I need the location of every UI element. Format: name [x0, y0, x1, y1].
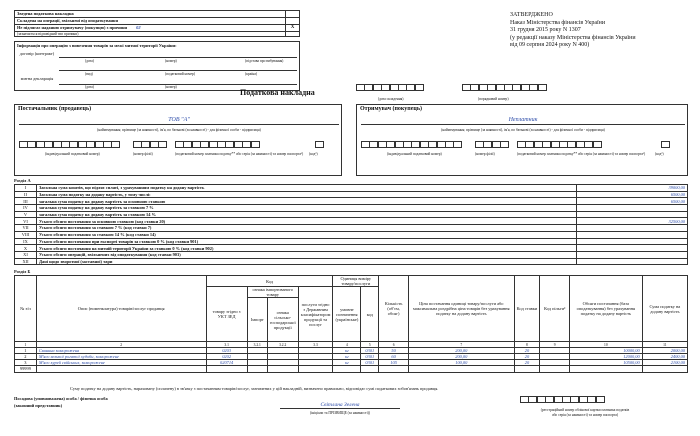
- section-a-table: [14, 184, 688, 265]
- section-a-label: Усього обсяги постачання за основною ставкою (код ставки 20): [37, 218, 577, 225]
- column-number: 4: [333, 342, 361, 348]
- row-unit-code[interactable]: [361, 366, 379, 372]
- row-vat[interactable]: [642, 366, 687, 372]
- row-import[interactable]: [247, 366, 267, 372]
- table-row: [15, 366, 688, 372]
- row-vat[interactable]: 2400,00: [642, 354, 687, 360]
- row-qty[interactable]: [379, 366, 409, 372]
- section-a-label: Усього обсяги постачання при експорті товарів за ставкою 0 % (код ставки 901): [37, 238, 577, 245]
- buyer-ipn-hint: (індивідуальний податковий номер): [387, 152, 442, 156]
- section-a-value[interactable]: [577, 211, 688, 218]
- contract-vendor-hint: (підстава про вибування): [245, 59, 284, 63]
- section-a-title: Розділ А: [14, 178, 31, 183]
- column-number: 11: [642, 342, 687, 348]
- section-a-value[interactable]: 32500,00: [577, 218, 688, 225]
- section-a-value[interactable]: [577, 245, 688, 252]
- column-number: 1: [15, 342, 37, 348]
- not-issued-mark[interactable]: X: [286, 25, 300, 32]
- buyer-ipn-boxes[interactable]: [361, 141, 462, 151]
- buyer-branch-hint: (номер філії): [475, 152, 495, 156]
- customs-number-hint: (номер): [165, 85, 177, 89]
- reason-hint: (зазначається відповідний тип причини): [15, 32, 286, 37]
- seller-heading: Постачальник (продавець): [18, 106, 92, 112]
- signer-hint: (ініціали та ПРІЗВИЩЕ (за наявності)): [309, 411, 371, 415]
- section-a-num: X: [15, 245, 37, 252]
- section-a-row: [15, 231, 688, 238]
- row-base[interactable]: 10000,00: [569, 348, 642, 354]
- col-kod-header: Код: [206, 276, 333, 287]
- section-a-num: II: [15, 191, 37, 198]
- buyer-heading: Отримувач (покупець): [360, 106, 423, 112]
- section-a-value[interactable]: [577, 258, 688, 265]
- row-vat[interactable]: 2100,00: [642, 360, 687, 366]
- row-no: 1: [15, 348, 37, 354]
- row-base[interactable]: 12000,00: [569, 354, 642, 360]
- col-base-header: Обсяги постачання (база оподаткування) без урахування податку на додану вартість: [569, 276, 642, 342]
- section-a-row: [15, 198, 688, 205]
- col-unit-code-header: код: [361, 287, 379, 342]
- customs-line[interactable]: [59, 84, 297, 85]
- seller-kod-hint: (код³): [309, 152, 318, 156]
- col-no-header: № з/п: [15, 276, 37, 342]
- section-a-value[interactable]: 6500,00: [577, 191, 688, 198]
- section-a-value[interactable]: [577, 231, 688, 238]
- buyer-code-hint: (податковий номер платника податку** або серія (за наявності) та номер паспорта³): [517, 152, 646, 156]
- section-b-table: [14, 275, 688, 373]
- col-import-short-header: Імпорт: [247, 298, 267, 342]
- section-a-num: XI: [15, 251, 37, 258]
- col-service-header: послуги згідно з Державним класифікатором продукції та послуг: [298, 287, 333, 342]
- section-a-num: I: [15, 185, 37, 192]
- row-unit[interactable]: [333, 366, 361, 372]
- col-import-header: ознака імпортованого товару: [247, 287, 298, 298]
- row-price[interactable]: 100,00: [409, 360, 515, 366]
- buyer-name[interactable]: Неплатник: [361, 117, 685, 125]
- seller-block: [14, 104, 342, 176]
- seller-kod-box[interactable]: [315, 141, 323, 151]
- invoice-type-table: [14, 10, 300, 37]
- consolidated-label: Зведена податкова накладна: [15, 11, 286, 18]
- approval-line-3: 31 грудня 2015 року N 1307: [510, 27, 581, 33]
- row-no: 99999: [15, 366, 37, 372]
- vat-statement: Суму податку на додану вартість, нараховану (сплачену) в зв'язку з постачанням товарів/послуг, зазначених у цій накладній, визначено правильно, відповідає сумі податкових зобов'язань продавця.: [70, 386, 439, 391]
- col-agri-header: ознака сільсько-господарської продукції: [267, 298, 298, 342]
- row-uktzed[interactable]: 020714: [206, 360, 247, 366]
- section-a-value[interactable]: [577, 238, 688, 245]
- date-hint: (дата складення): [378, 97, 404, 101]
- column-number: 3.2.2: [267, 342, 298, 348]
- column-number: 3.3: [298, 342, 333, 348]
- contract-type-hint: (вид): [85, 72, 93, 76]
- approval-line-4: (у редакції наказу Міністерства фінансів України: [510, 34, 636, 41]
- signer-name[interactable]: Світлана Зелена: [280, 402, 400, 409]
- export-info-title: Інформація про операцію з вивезення товарів за межі митної території України:: [17, 43, 177, 48]
- col-price-header: Ціна постачання одиниці товару/послуги або максимальна роздрібна ціна товарів без урахування податку на додану вартість: [409, 276, 515, 342]
- contract-label: договір (контракт): [19, 51, 55, 56]
- date-boxes[interactable]: [356, 84, 423, 94]
- row-uktzed[interactable]: 0202: [206, 354, 247, 360]
- section-a-row: [15, 205, 688, 212]
- row-no: 3: [15, 360, 37, 366]
- column-number: 3.2.1: [247, 342, 267, 348]
- section-a-value[interactable]: 39000,00: [577, 185, 688, 192]
- buyer-name-hint: (найменування; прізвище (за наявності), ім'я, по батькові (за наявності) - для фізичної особи - підприємця): [441, 128, 605, 132]
- section-a-row: [15, 218, 688, 225]
- row-unit[interactable]: кг: [333, 360, 361, 366]
- signer-reg-hint: (реєстраційний номер облікової картки платника податків: [540, 408, 630, 412]
- row-desc[interactable]: Свинина заморожена: [36, 348, 206, 354]
- seller-code-boxes[interactable]: [175, 141, 259, 151]
- section-a-label: Дані щодо зворотної (заставної) тари: [37, 258, 577, 265]
- row-desc[interactable]: [36, 366, 206, 372]
- column-number: 5: [361, 342, 379, 348]
- section-a-label: Усього обсяги постачання за ставкою 7 % (код ставки 7): [37, 225, 577, 232]
- col-unit-name-header: умовне позначення (українське): [333, 287, 361, 342]
- seller-ipn-hint: (індивідуальний податковий номер): [45, 152, 100, 156]
- customs-label: митна декларація: [20, 76, 54, 81]
- buyer-branch-boxes[interactable]: [475, 141, 509, 151]
- section-a-label: Загальна сума податку на додану вартість, у тому числі:: [37, 191, 577, 198]
- row-unit[interactable]: кг: [333, 354, 361, 360]
- signer-label: Посадова (уповноважена) особа / фізична особа: [14, 396, 108, 401]
- section-a-num: V: [15, 211, 37, 218]
- approval-line-5: від 09 серпня 2024 року N 400): [510, 42, 590, 48]
- signer-reg-hint-2: або серія (за наявності) та номер паспорта): [551, 413, 619, 417]
- section-a-num: III: [15, 198, 37, 205]
- section-a-label: Загальна сума коштів, що підляє сплаті, з урахуванням податку на додану вартість: [37, 185, 577, 192]
- row-price[interactable]: 200,00: [409, 354, 515, 360]
- contract-country-hint: (країна): [245, 72, 258, 76]
- row-unit-code[interactable]: 0301: [361, 354, 379, 360]
- section-a-value[interactable]: 6500,00: [577, 198, 688, 205]
- row-rate[interactable]: 20: [514, 348, 540, 354]
- buyer-kod-hint: (код³): [655, 152, 664, 156]
- section-a-label: Усього обсяги постачання на митній території України за ставкою 0 % (код ставки 902): [37, 245, 577, 252]
- column-number: 2: [36, 342, 206, 348]
- section-a-row: [15, 245, 688, 252]
- signer-label-2: (законний представник): [14, 403, 63, 408]
- section-a-num: VIII: [15, 231, 37, 238]
- row-agri[interactable]: [267, 366, 298, 372]
- section-a-num: VI: [15, 218, 37, 225]
- approval-line-2: Наказ Міністерства фінансів України: [510, 19, 606, 26]
- row-qty[interactable]: 50: [379, 348, 409, 354]
- row-no: 2: [15, 354, 37, 360]
- section-a-num: VII: [15, 225, 37, 232]
- contract-line[interactable]: [59, 57, 297, 58]
- approval-block: [510, 12, 690, 50]
- seller-name[interactable]: ТОВ "А": [19, 117, 339, 125]
- seller-ipn-boxes[interactable]: [19, 141, 120, 151]
- contract-ipn-hint: (податковий номер): [165, 72, 196, 76]
- buyer-block: [356, 104, 688, 176]
- row-qty[interactable]: 105: [379, 360, 409, 366]
- row-unit-code[interactable]: 0301: [361, 348, 379, 354]
- column-number: 7: [409, 342, 515, 348]
- section-a-row: [15, 238, 688, 245]
- section-a-value[interactable]: [577, 225, 688, 232]
- seller-branch-boxes[interactable]: [133, 141, 167, 151]
- column-number: 6: [379, 342, 409, 348]
- row-base[interactable]: 10500,00: [569, 360, 642, 366]
- column-number: 3.1: [206, 342, 247, 348]
- document-title: Податкова накладна: [240, 88, 315, 97]
- section-a-row: [15, 225, 688, 232]
- consolidated-mark[interactable]: [286, 11, 300, 18]
- number-boxes[interactable]: [462, 84, 546, 94]
- section-a-row: [15, 251, 688, 258]
- section-a-label: загальна сума податку на додану вартість за основною ставкою: [37, 198, 577, 205]
- contract-date-hint: (дата): [85, 59, 94, 63]
- row-service[interactable]: [298, 366, 333, 372]
- col-benefit-header: Код пільги³: [540, 276, 570, 342]
- exempt-label: Складена на операції, звільнені від оподаткування: [15, 18, 286, 25]
- row-price[interactable]: [409, 366, 515, 372]
- contract-number-hint: (номер): [165, 59, 177, 63]
- section-a-row: [15, 185, 688, 192]
- section-b-title: Розділ Б: [14, 269, 31, 274]
- section-a-num: XII: [15, 258, 37, 265]
- col-desc-header: Опис (номенклатура) товарів/послуг продавця: [36, 276, 206, 342]
- number-hint: (порядковий номер): [478, 97, 509, 101]
- section-a-row: [15, 211, 688, 218]
- col-rate-header: Код ставки: [514, 276, 540, 342]
- approval-line-1: ЗАТВЕРДЖЕНО: [510, 12, 553, 18]
- column-number: 9: [540, 342, 570, 348]
- section-a-row: [15, 258, 688, 265]
- row-desc[interactable]: М'ясо курей свійських, заморожене: [36, 360, 206, 366]
- section-a-label: Усього обсяги постачання за ставкою 14 % (код ставки 14): [37, 231, 577, 238]
- section-a-num: IX: [15, 238, 37, 245]
- section-a-row: [15, 191, 688, 198]
- row-unit[interactable]: кг: [333, 348, 361, 354]
- row-rate[interactable]: 20: [514, 360, 540, 366]
- section-a-label: Усього обсяги операцій, звільнених від оподаткування (код ставки 903): [37, 251, 577, 258]
- export-info-box: [14, 41, 300, 91]
- row-base[interactable]: [569, 366, 642, 372]
- row-uktzed[interactable]: [206, 366, 247, 372]
- section-a-value[interactable]: [577, 205, 688, 212]
- section-a-num: IV: [15, 205, 37, 212]
- customs-date-hint: (дата): [85, 85, 94, 89]
- section-a-label: загальна сума податку на додану вартість за ставкою 7 %: [37, 205, 577, 212]
- row-uktzed[interactable]: 0203: [206, 348, 247, 354]
- row-vat[interactable]: 2000,00: [642, 348, 687, 354]
- col-vat-header: Сума податку на додану вартість: [642, 276, 687, 342]
- row-rate[interactable]: 20: [514, 354, 540, 360]
- reason-code: 02: [136, 25, 141, 31]
- row-desc[interactable]: М'ясо великої рогатої худоби, заморожене: [36, 354, 206, 360]
- column-number: 8: [514, 342, 540, 348]
- section-a-value[interactable]: [577, 251, 688, 258]
- seller-code-hint: (податковий номер платника податку** або серія (за наявності) та номер паспорта³): [175, 152, 304, 156]
- buyer-code-boxes[interactable]: [517, 141, 601, 151]
- row-benefit[interactable]: [540, 366, 570, 372]
- signer-reg-boxes[interactable]: [520, 396, 604, 406]
- seller-branch-hint: (номер філії): [133, 152, 153, 156]
- row-unit-code[interactable]: 0301: [361, 360, 379, 366]
- buyer-kod-box[interactable]: [661, 141, 669, 151]
- exempt-mark[interactable]: [286, 18, 300, 25]
- column-number: 10: [569, 342, 642, 348]
- col-qty-header: Кількість (об'єм, обсяг): [379, 276, 409, 342]
- section-a-label: загальна сума податку на додану вартість за ставкою 14 %: [37, 211, 577, 218]
- seller-name-hint: (найменування; прізвище (за наявності), ім'я, по батькові (за наявності) - для фізичної особи - підприємця): [97, 128, 261, 132]
- row-rate[interactable]: [514, 366, 540, 372]
- contract-line-2[interactable]: [59, 70, 297, 71]
- col-uktzed-header: товару згідно з УКТ ЗЕД: [206, 287, 247, 342]
- row-qty[interactable]: 60: [379, 354, 409, 360]
- row-price[interactable]: 200,00: [409, 348, 515, 354]
- col-unit-header: Одиниця виміру товару/послуги: [333, 276, 379, 287]
- not-issued-label: Не підлягає наданню отримувачу (покупцю) з причини 02: [15, 25, 286, 32]
